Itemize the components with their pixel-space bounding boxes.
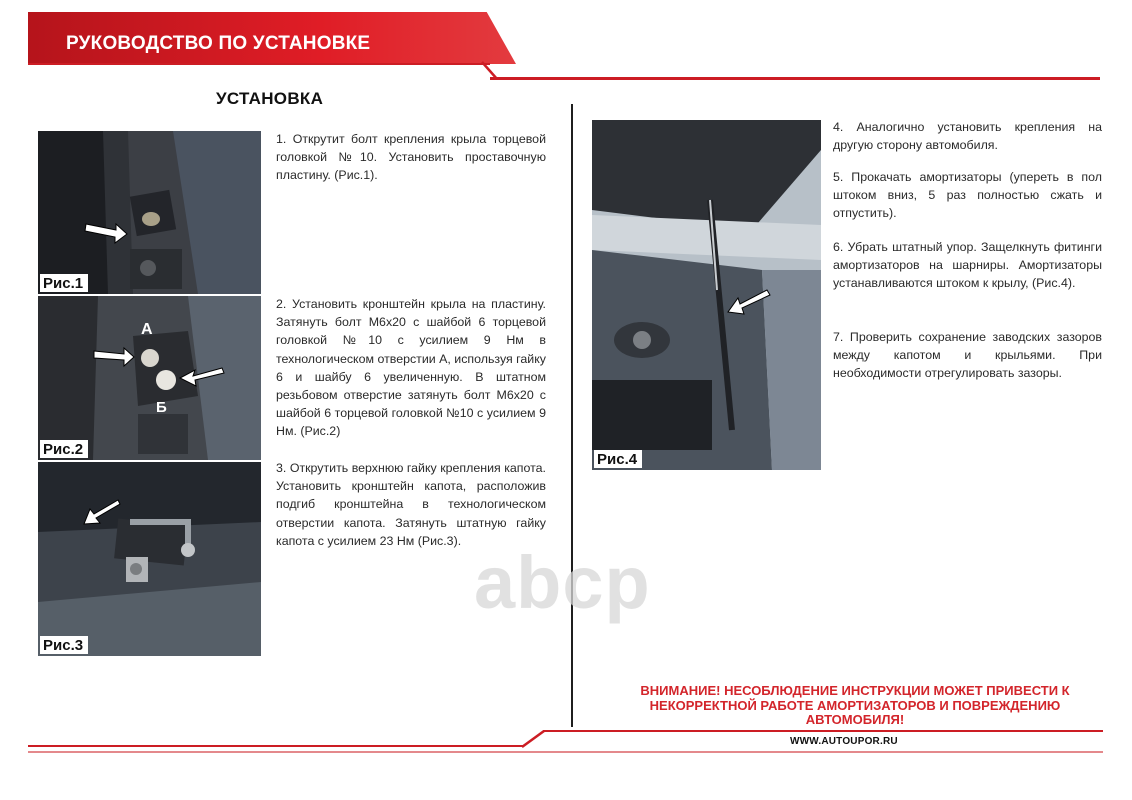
figure-3-photo bbox=[38, 462, 261, 656]
figure-2-mark-b: Б bbox=[156, 399, 167, 416]
step-3-text: 3. Открутить верхнюю гайку крепления капота. Установить кронштейн капота, расположив подгиб кронштейна в технологическом отверстии капота. Затянуть штатную гайку капота с усилием 23 Нм (Рис.3). bbox=[276, 461, 546, 548]
figure-2-mark-a: А bbox=[141, 321, 153, 338]
step-7-text: 7. Проверить сохранение заводских зазоров между капотом и крыльями. При необходимости отрегулировать зазоры. bbox=[833, 330, 1102, 381]
figure-1-label: Рис.1 bbox=[40, 274, 88, 292]
figure-4-photo bbox=[592, 120, 821, 470]
warning-text: ВНИМАНИЕ! НЕСОБЛЮДЕНИЕ ИНСТРУКЦИИ МОЖЕТ ПРИВЕСТИ К НЕКОРРЕКТНОЙ РАБОТЕ АМОРТИЗАТОРОВ И ПОВРЕЖДЕНИЮ АВТОМОБИЛЯ! bbox=[640, 683, 1070, 727]
header-rule bbox=[490, 77, 1100, 80]
website-url[interactable]: WWW.AUTOUPOR.RU bbox=[790, 736, 898, 747]
section-title: УСТАНОВКА bbox=[216, 89, 324, 108]
step-4-text: 4. Аналогично установить крепления на другую сторону автомобиля. bbox=[833, 120, 1102, 153]
figure-2-photo bbox=[38, 296, 261, 460]
footer-rule-top bbox=[543, 730, 1103, 732]
figure-2-label: Рис.2 bbox=[40, 440, 88, 458]
step-6-text: 6. Убрать штатный упор. Защелкнуть фитинги амортизаторов на шарниры. Амортизаторы устанавливаются штоком к крылу, (Рис.4). bbox=[833, 240, 1102, 291]
step-2-text: 2. Установить кронштейн крыла на пластину. Затянуть болт М6х20 с шайбой 6 торцевой головкой №10 с усилием 9 Нм в технологическом отверстии А, используя гайку 6 и шайбу 6 увеличенную. В штатном резьбовом отверстие затянуть болт М6х20 с шайбой 6 торцевой головкой №10 с усилием 9 Нм. (Рис.2) bbox=[276, 297, 546, 439]
step-5-text: 5. Прокачать амортизаторы (упереть в пол штоком вниз, 5 раз полностью сжать и отпустить). bbox=[833, 170, 1102, 221]
column-divider bbox=[571, 104, 573, 727]
step-1-text: 1. Открутит болт крепления крыла торцевой головкой №10. Установить проставочную пластину. (Рис.1). bbox=[276, 132, 546, 183]
footer-rule-bottom bbox=[28, 751, 1103, 753]
header-title: РУКОВОДСТВО ПО УСТАНОВКЕ bbox=[66, 33, 371, 54]
header-rule-slant bbox=[480, 60, 500, 82]
watermark: abcp bbox=[474, 541, 651, 624]
figure-1-photo bbox=[38, 131, 261, 294]
figure-4-label: Рис.4 bbox=[594, 450, 642, 468]
figure-3-label: Рис.3 bbox=[40, 636, 88, 654]
header-underline bbox=[28, 63, 490, 65]
footer-rule-left bbox=[28, 745, 524, 747]
